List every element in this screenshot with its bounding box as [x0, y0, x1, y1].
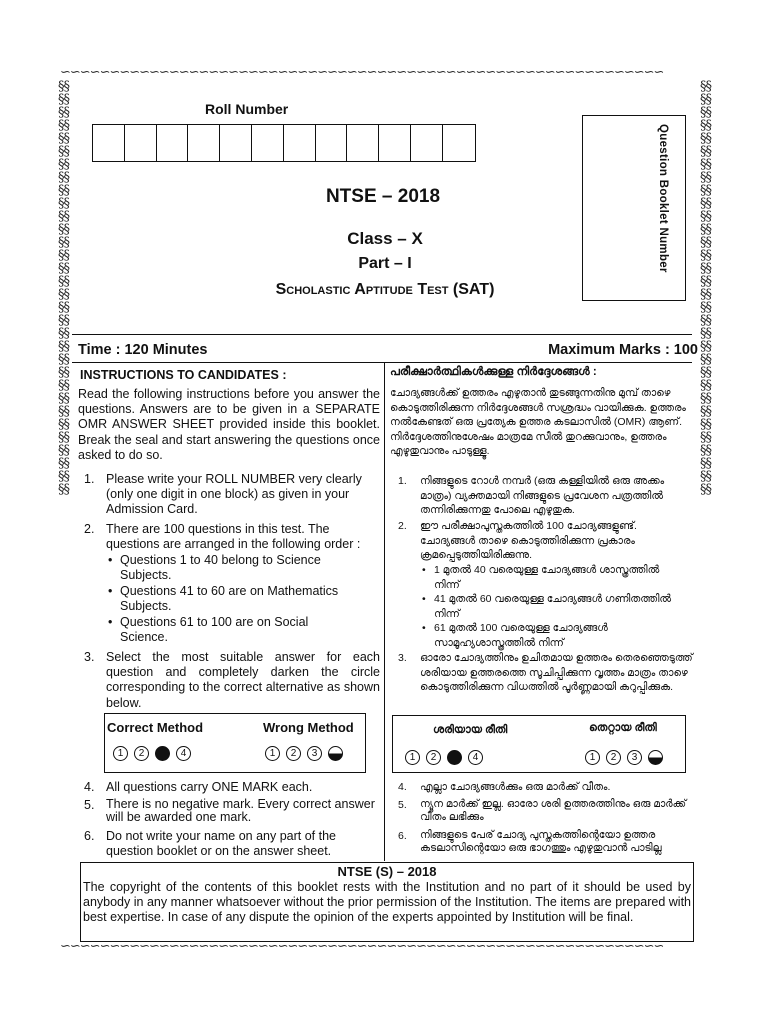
- correct-method-label: Correct Method: [107, 720, 204, 735]
- roll-number-cell[interactable]: [157, 125, 189, 161]
- option-circle-scribbled: 3: [627, 750, 642, 765]
- correct-method-circles-ml: [405, 750, 483, 765]
- option-circle: 4: [176, 746, 191, 761]
- english-method-box: [104, 713, 366, 773]
- max-marks-label: Maximum Marks : 100: [548, 342, 698, 358]
- roll-number-cell[interactable]: [125, 125, 157, 161]
- roll-number-grid: [92, 124, 476, 162]
- malayalam-intro: ചോദ്യങ്ങൾക്ക് ഉത്തരം എഴുതാൻ തുടങ്ങുന്നതിനു മുമ്പ് താഴെ കൊടുത്തിരിക്കുന്ന നിർദ്ദേശങ്ങൾ സശ്രദ്ധം വായിക്കുക. ഉത്തരം നൽകേണ്ടത് ഒരു പ്രത്യേക ഉത്തര കടലാസിൽ (OMR) ആണ്. നിർദ്ദേശത്തിനുശേഷം മാത്രമേ സീൽ തുറക്കുവാനും, ഉത്തരം എഴുതുവാനും പാടുള്ളൂ.: [390, 387, 686, 458]
- roll-number-cell[interactable]: [220, 125, 252, 161]
- wrong-method-label: Wrong Method: [263, 720, 354, 735]
- roll-number-cell[interactable]: [443, 125, 475, 161]
- test-title: Scholastic Aptitude Test (SAT): [275, 281, 495, 298]
- roll-number-cell[interactable]: [316, 125, 348, 161]
- correct-method-circles: [113, 746, 191, 761]
- roll-number-label: Roll Number: [205, 101, 289, 117]
- option-circle-scribbled: 3: [307, 746, 322, 761]
- part-title: Part – I: [358, 255, 412, 272]
- roll-number-cell[interactable]: [411, 125, 443, 161]
- roll-number-cell[interactable]: [252, 125, 284, 161]
- copyright-box: [80, 862, 694, 942]
- divider: [72, 362, 692, 363]
- option-circle: 1: [265, 746, 280, 761]
- roll-number-cell[interactable]: [284, 125, 316, 161]
- english-intro: Read the following instructions before you answer the questions. Answers are to be given in a SEPARATE OMR ANSWER SHEET provided inside this booklet. Break the seal and start answering the questions once asked to do so.: [78, 387, 380, 462]
- exam-cover-page: ∽∽∽∽∽∽∽∽∽∽∽∽∽∽∽∽∽∽∽∽∽∽∽∽∽∽∽∽∽∽∽∽∽∽∽∽∽∽∽∽∽∽∽∽∽∽∽∽∽∽∽∽∽∽∽∽∽∽∽∽∽ ∽∽∽∽∽∽∽∽∽∽∽∽∽∽∽∽∽∽∽∽∽∽∽∽∽∽∽∽∽∽∽∽∽∽∽∽∽∽∽∽∽∽∽∽∽∽∽∽∽∽∽∽∽∽∽∽∽∽∽∽∽ §§§§§§§§§§§§§§§§§§§§§§§§§§§§§§§§§§§§§§§§§§§§§§§§§§§§§§§§§§§§§§§§ §§§§§§§§§§§§§§§§§§§§§§§§§§§§§§§§§§§§§§§§§§§§§§§§§§§§§§§§§§§§§§§§ Roll Number Question Booklet Number NTSE – 2018 Class – X Part – I Scholastic Aptitude Test (SAT) Time : 120 Minutes Maximum Marks : 100 INSTRUCTIONS TO CANDIDATES : Read the following instructions before you answer the questions. Answers are to be given in a SEPARATE OMR ANSWER SHEET provided inside this booklet. Break the seal and start answering the questions once asked to do so. 1. Please write your ROLL NUMBER very clearly (only one digit in one block) as given in your Admission Card. 2. There are 100 questions in this test. The questions are arranged in the following order : • Questions 1 to 40 belong to Science Subjects. • Questions 41 to 60 are on Mathematics Subjects. • Questions 61 to 100 are on Social Science. 3. Select the most suitable answer for each question and completely darken the circle corresponding to the correct alternative as shown below. Correct Method Wrong Method 1 2 4 1 2 3 4. All questions carry ONE MARK each. 5. There is no negative mark. Every correct answer will be awarded one mark. 6. Do not write your name on any part of the question booklet or on the answer sheet. പരീക്ഷാർത്ഥികൾക്കുള്ള നിർദ്ദേശങ്ങൾ : ചോദ്യങ്ങൾക്ക് ഉത്തരം എഴുതാൻ തുടങ്ങുന്നതിനു മുമ്പ് താഴെ കൊടുത്തിരിക്കുന്ന നിർദ്ദേശങ്ങൾ സശ്രദ്ധം വായിക്കുക. ഉത്തരം നൽകേണ്ടത് ഒരു പ്രത്യേക ഉത്തര കടലാസിൽ (OMR) ആണ്. നിർദ്ദേശത്തിനുശേഷം മാത്രമേ സീൽ തുറക്കുവാനും, ഉത്തരം എഴുതുവാനും പാടുള്ളൂ. 1. നിങ്ങളുടെ റോൾ നമ്പർ (ഒരു കള്ളിയിൽ ഒരു അക്കം മാത്രം) വ്യക്തമായി നിങ്ങളുടെ പ്രവേശന പത്രത്തിൽ തന്നിരിക്കുന്നതു പോലെ എഴുതുക. 2. ഈ പരീക്ഷാപുസ്തകത്തിൽ 100 ചോദ്യങ്ങളുണ്ട്. ചോദ്യങ്ങൾ താഴെ കൊടുത്തിരിക്കുന്ന പ്രകാരം ക്രമപ്പെടുത്തിയിരിക്കുന്നു. • 1 മുതൽ 40 വരെയുള്ള ചോദ്യങ്ങൾ ശാസ്ത്രത്തിൽ നിന്ന് • 41 മുതൽ 60 വരെയുള്ള ചോദ്യങ്ങൾ ഗണിതത്തിൽ നിന്ന് • 61 മുതൽ 100 വരെയുള്ള ചോദ്യങ്ങൾ സാമൂഹ്യശാസ്ത്രത്തിൽ നിന്ന് 3. ഓരോ ചോദ്യത്തിനും ഉചിതമായ ഉത്തരം തെരഞ്ഞെടുത്ത് ശരിയായ ഉത്തരത്തെ സൂചിപ്പിക്കുന്ന വൃത്തം മാത്രം താഴെ കൊടുത്തിരിക്കുന്ന വിധത്തിൽ പൂർണ്ണമായി കറുപ്പിക്കുക. ശരിയായ രീതി തെറ്റായ രീതി 1 2 4 1 2 3 4. എല്ലാ ചോദ്യങ്ങൾക്കും ഒരു മാർക്ക് വീതം. 5. ന്യൂന മാർക്ക് ഇല്ല. ഓരോ ശരി ഉത്തരത്തിനും ഒരു മാർക്ക് വീതം ലഭിക്കും 6. നിങ്ങളുടെ പേര് ചോദ്യ പുസ്തകത്തിന്റെയോ ഉത്തര കടലാസിന്റെയോ ഒരു ഭാഗത്തും എഴുതുവാൻ പാടില്ല NTSE (S) – 2018 The copyright of the contents of this booklet rests with the Institution and no part of it should be used by anybody in any manner whatsoever without the prior permission of the Institution. The items are prepared with best expertise. In case of any dispute the opinion of the experts appointed by Institution will be final.: [0, 0, 770, 1024]
- option-circle: 4: [468, 750, 483, 765]
- option-circle-filled: [447, 750, 462, 765]
- option-circle-filled: [155, 746, 170, 761]
- decorative-border-top: ∽∽∽∽∽∽∽∽∽∽∽∽∽∽∽∽∽∽∽∽∽∽∽∽∽∽∽∽∽∽∽∽∽∽∽∽∽∽∽∽∽∽∽∽∽∽∽∽∽∽∽∽∽∽∽∽∽∽∽∽∽: [60, 66, 664, 80]
- option-circle: 1: [405, 750, 420, 765]
- decorative-border-left: §§§§§§§§§§§§§§§§§§§§§§§§§§§§§§§§§§§§§§§§§§§§§§§§§§§§§§§§§§§§§§§§: [58, 80, 69, 497]
- time-label: Time : 120 Minutes: [78, 342, 208, 358]
- roll-number-cell[interactable]: [347, 125, 379, 161]
- malayalam-instructions-heading: പരീക്ഷാർത്ഥികൾക്കുള്ള നിർദ്ദേശങ്ങൾ :: [390, 366, 597, 378]
- malayalam-method-box: [392, 715, 686, 773]
- decorative-border-bottom: ∽∽∽∽∽∽∽∽∽∽∽∽∽∽∽∽∽∽∽∽∽∽∽∽∽∽∽∽∽∽∽∽∽∽∽∽∽∽∽∽∽∽∽∽∽∽∽∽∽∽∽∽∽∽∽∽∽∽∽∽∽: [60, 940, 664, 954]
- option-circle-half-filled: [328, 746, 343, 761]
- question-booklet-number-box[interactable]: [582, 115, 686, 301]
- decorative-border-right: §§§§§§§§§§§§§§§§§§§§§§§§§§§§§§§§§§§§§§§§§§§§§§§§§§§§§§§§§§§§§§§§: [700, 80, 711, 497]
- option-circle: 2: [134, 746, 149, 761]
- class-title: Class – X: [347, 229, 423, 248]
- option-circle-crossed: 2: [606, 750, 621, 765]
- correct-method-label-ml: ശരിയായ രീതി: [433, 724, 508, 736]
- wrong-method-circles: [265, 746, 343, 761]
- wrong-method-circles-ml: [585, 750, 663, 765]
- question-booklet-number-label: Question Booklet Number: [657, 124, 669, 273]
- roll-number-cell[interactable]: [188, 125, 220, 161]
- divider: [72, 334, 692, 335]
- roll-number-cell[interactable]: [379, 125, 411, 161]
- option-circle: 1: [585, 750, 600, 765]
- column-divider: [384, 363, 385, 861]
- english-instructions-heading: INSTRUCTIONS TO CANDIDATES :: [80, 368, 287, 382]
- exam-title: NTSE – 2018: [325, 186, 441, 207]
- option-circle-half-filled: [648, 750, 663, 765]
- copyright-title: NTSE (S) – 2018: [337, 864, 437, 879]
- roll-number-cell[interactable]: [93, 125, 125, 161]
- wrong-method-label-ml: തെറ്റായ രീതി: [589, 722, 657, 734]
- option-circle: 1: [113, 746, 128, 761]
- copyright-text: The copyright of the contents of this booklet rests with the Institution and no part of it should be used by anybody in any manner whatsoever without the prior permission of the Institution. The items are prepared with best expertise. In case of any dispute the opinion of the experts appointed by Institution will be final.: [83, 880, 691, 924]
- option-circle-crossed: 2: [286, 746, 301, 761]
- option-circle: 2: [426, 750, 441, 765]
